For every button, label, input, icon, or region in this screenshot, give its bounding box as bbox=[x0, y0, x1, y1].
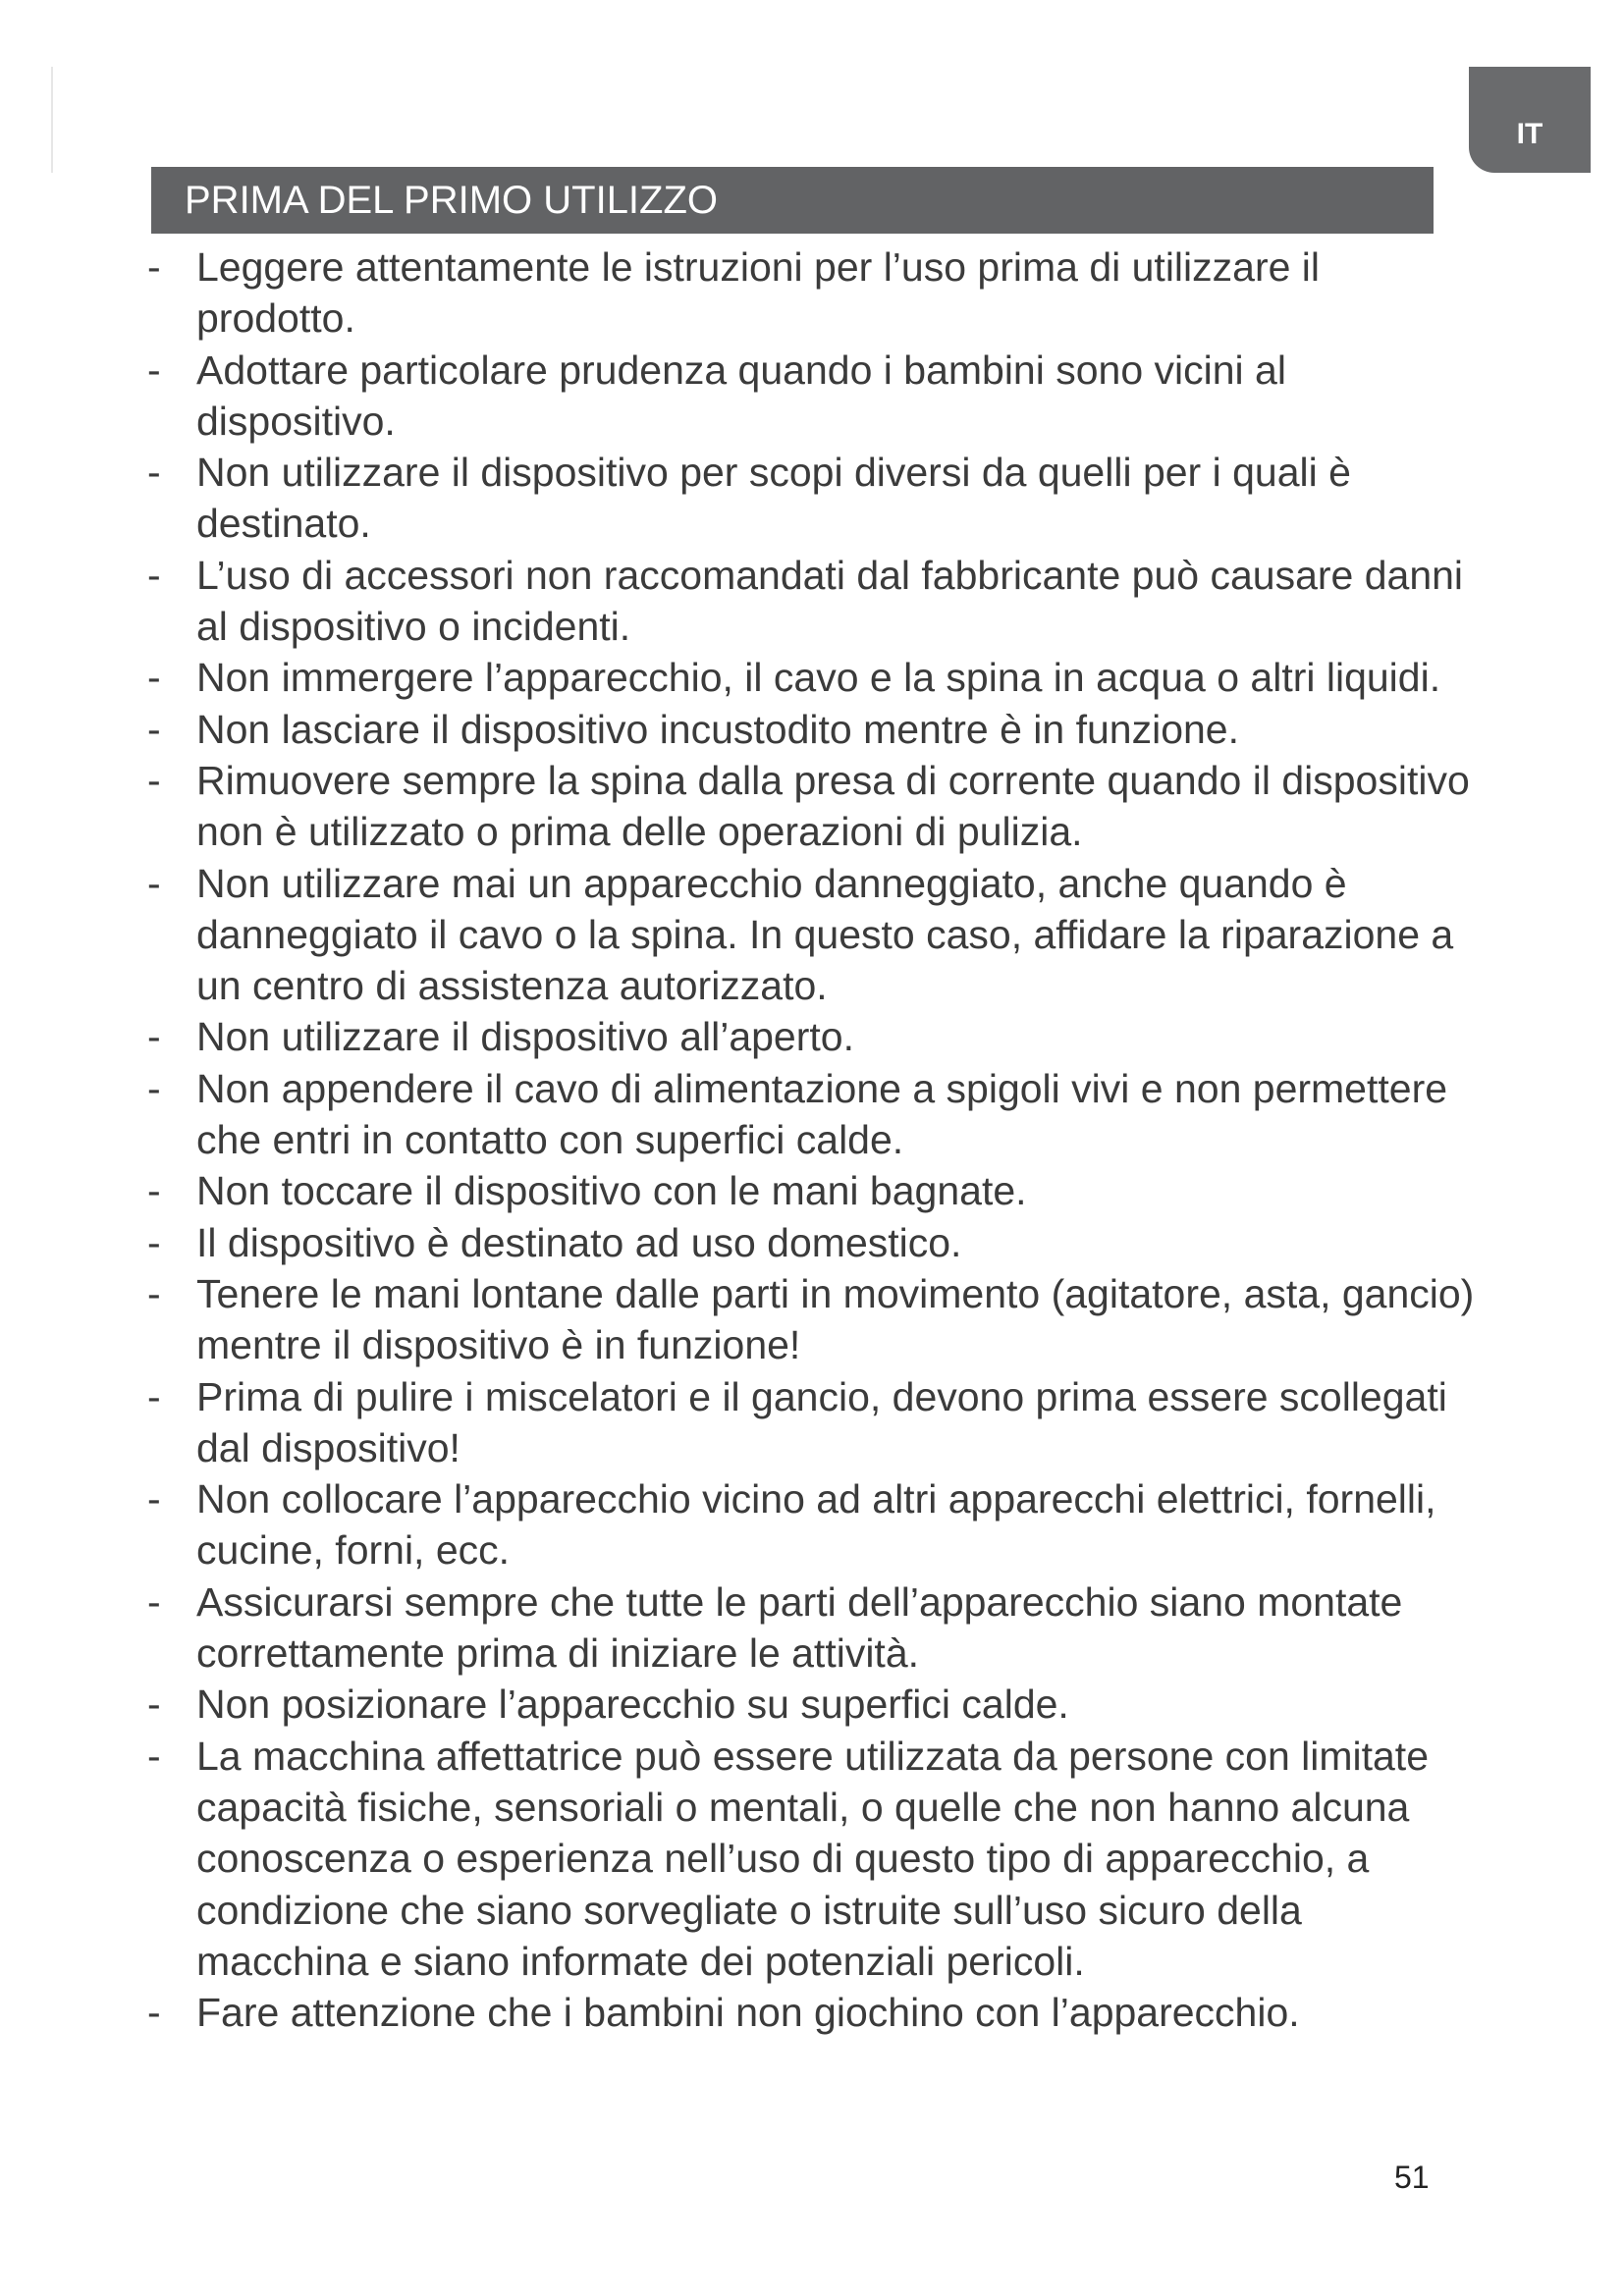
list-item bbox=[147, 345, 1483, 448]
bullet-dash: - bbox=[147, 1168, 161, 1214]
precautions-list bbox=[147, 241, 1483, 2038]
list-item bbox=[147, 1268, 1483, 1371]
list-item-text: Fare attenzione che i bambini non giochino con l’apparecchio. bbox=[196, 1990, 1300, 2036]
list-item-text: L’uso di accessori non raccomandati dal fabbricante può causare danni al dispositivo o incidenti. bbox=[196, 552, 1464, 650]
list-item-text: Non appendere il cavo di alimentazione a spigoli vivi e non permettere che entri in contatto con superfici calde. bbox=[196, 1065, 1448, 1163]
list-item bbox=[147, 652, 1483, 703]
list-item bbox=[147, 241, 1483, 345]
list-item bbox=[147, 1063, 1483, 1166]
language-tab bbox=[1469, 67, 1591, 173]
bullet-dash: - bbox=[147, 1065, 161, 1111]
bullet-dash: - bbox=[147, 244, 161, 290]
list-item-text: Rimuovere sempre la spina dalla presa di corrente quando il dispositivo non è utilizzato o prima delle operazioni di pulizia. bbox=[196, 757, 1470, 855]
list-item bbox=[147, 1731, 1483, 1987]
bullet-dash: - bbox=[147, 1733, 161, 1779]
list-item bbox=[147, 1576, 1483, 1680]
language-tab-label: IT bbox=[1516, 118, 1543, 150]
list-item-text: Non lasciare il dispositivo incustodito mentre è in funzione. bbox=[196, 706, 1239, 752]
list-item bbox=[147, 1679, 1483, 1730]
list-item-text: Non collocare l’apparecchio vicino ad altri apparecchi elettrici, fornelli, cucine, forni, ecc. bbox=[196, 1476, 1436, 1574]
bullet-dash: - bbox=[147, 552, 161, 598]
list-item bbox=[147, 550, 1483, 653]
list-item bbox=[147, 858, 1483, 1012]
list-item-text: Adottare particolare prudenza quando i bambini sono vicini al dispositivo. bbox=[196, 347, 1286, 444]
bullet-dash: - bbox=[147, 347, 161, 393]
list-item bbox=[147, 1987, 1483, 2038]
bullet-dash: - bbox=[147, 1476, 161, 1522]
list-item-text: Leggere attentamente le istruzioni per l’uso prima di utilizzare il prodotto. bbox=[196, 244, 1321, 342]
list-item bbox=[147, 1217, 1483, 1268]
list-item-text: Il dispositivo è destinato ad uso domestico. bbox=[196, 1219, 962, 1265]
bullet-dash: - bbox=[147, 1373, 161, 1419]
bullet-dash: - bbox=[147, 706, 161, 752]
list-item bbox=[147, 447, 1483, 550]
list-item-text: Non posizionare l’apparecchio su superfici calde. bbox=[196, 1682, 1069, 1728]
list-item bbox=[147, 1011, 1483, 1062]
section-title: PRIMA DEL PRIMO UTILIZZO bbox=[185, 179, 719, 222]
section-title-bar bbox=[151, 167, 1434, 234]
list-item-text: Prima di pulire i miscelatori e il gancio, devono prima essere scollegati dal dispositivo! bbox=[196, 1373, 1447, 1470]
bullet-dash: - bbox=[147, 860, 161, 906]
list-item-text: Assicurarsi sempre che tutte le parti dell’apparecchio siano montate correttamente prima di iniziare le attività. bbox=[196, 1578, 1403, 1677]
list-item bbox=[147, 1473, 1483, 1576]
list-item-text: Non utilizzare il dispositivo per scopi diversi da quelli per i quali è destinato. bbox=[196, 450, 1351, 547]
bullet-dash: - bbox=[147, 450, 161, 496]
bullet-dash: - bbox=[147, 1270, 161, 1316]
bullet-dash: - bbox=[147, 1578, 161, 1625]
bullet-dash: - bbox=[147, 1990, 161, 2036]
list-item bbox=[147, 704, 1483, 755]
bullet-dash: - bbox=[147, 1219, 161, 1265]
bullet-dash: - bbox=[147, 757, 161, 803]
bullet-dash: - bbox=[147, 1682, 161, 1728]
list-item-text: Non toccare il dispositivo con le mani bagnate. bbox=[196, 1168, 1027, 1214]
page-number: 51 bbox=[1394, 2160, 1430, 2195]
bullet-dash: - bbox=[147, 1014, 161, 1060]
bullet-dash: - bbox=[147, 655, 161, 701]
list-item bbox=[147, 1165, 1483, 1216]
list-item bbox=[147, 1371, 1483, 1474]
list-item-text: Tenere le mani lontane dalle parti in movimento (agitatore, asta, gancio) mentre il dispositivo è in funzione! bbox=[196, 1270, 1475, 1368]
list-item-text: Non utilizzare il dispositivo all’aperto. bbox=[196, 1014, 854, 1060]
margin-rule bbox=[51, 67, 53, 173]
list-item-text: Non utilizzare mai un apparecchio danneggiato, anche quando è danneggiato il cavo o la spina. In questo caso, affidare la riparazione a un centro di assistenza autorizzato. bbox=[196, 860, 1454, 1009]
list-item-text: Non immergere l’apparecchio, il cavo e la spina in acqua o altri liquidi. bbox=[196, 655, 1441, 701]
list-item bbox=[147, 755, 1483, 858]
list-item-text: La macchina affettatrice può essere utilizzata da persone con limitate capacità fisiche, sensoriali o mentali, o quelle che non hanno alcuna conoscenza o esperienza nell’uso di questo tipo di apparecchio, a condizione che siano sorvegliate o istruite sull’uso sicuro della macchina e siano informate dei potenziali pericoli. bbox=[196, 1733, 1430, 1984]
